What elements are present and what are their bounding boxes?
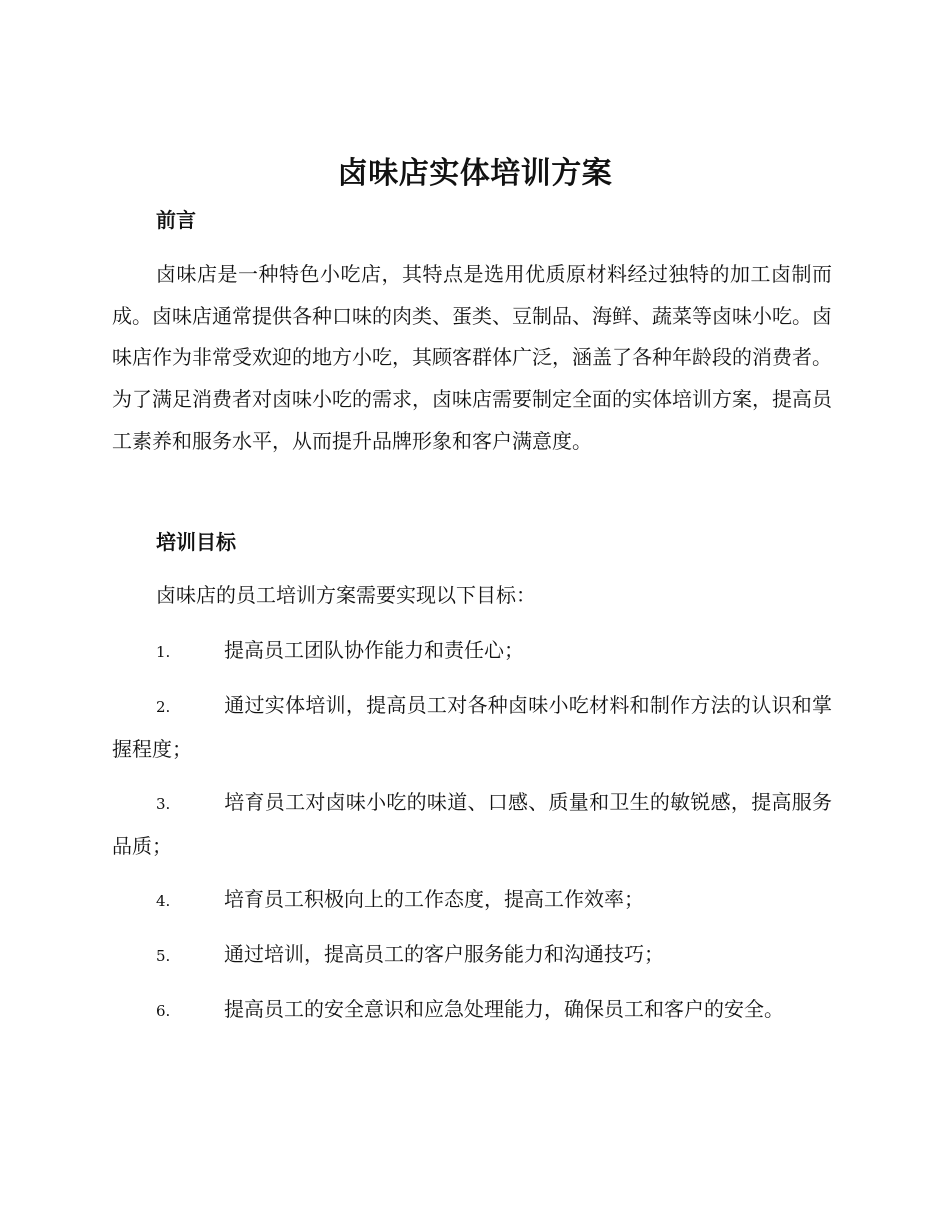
list-item-text: 培育员工对卤味小吃的味道、口感、质量和卫生的敏锐感，提高服务品质； <box>112 790 832 858</box>
section-heading-preface: 前言 <box>156 208 196 232</box>
list-item-number: 2. <box>156 698 171 716</box>
list-item-text: 提高员工团队协作能力和责任心； <box>224 638 524 662</box>
goal-list-item <box>112 630 832 674</box>
list-item-text: 培育员工积极向上的工作态度，提高工作效率； <box>224 887 644 911</box>
list-item-number: 1. <box>156 643 171 661</box>
document-title: 卤味店实体培训方案 <box>337 156 613 191</box>
list-item-text: 通过培训，提高员工的客户服务能力和沟通技巧； <box>224 942 664 966</box>
list-item-number: 3. <box>156 795 171 813</box>
goal-list-item <box>112 989 832 1033</box>
goal-list-item <box>112 934 832 978</box>
list-item-number: 6. <box>156 1002 171 1020</box>
section-heading-training-goals: 培训目标 <box>156 530 236 554</box>
list-item-text: 通过实体培训，提高员工对各种卤味小吃材料和制作方法的认识和掌握程度； <box>112 693 832 761</box>
goal-list-item <box>112 782 832 867</box>
goals-intro-paragraph: 卤味店的员工培训方案需要实现以下目标： <box>156 583 536 607</box>
goal-list-item <box>112 685 832 770</box>
preface-paragraph: 卤味店是一种特色小吃店，其特点是选用优质原材料经过独特的加工卤制而成。卤味店通常提供各种口味的肉类、蛋类、豆制品、海鲜、蔬菜等卤味小吃。卤味店作为非常受欢迎的地方小吃，其顾客群体广泛，涵盖了各种年龄段的消费者。为了满足消费者对卤味小吃的需求，卤味店需要制定全面的实体培训方案，提高员工素养和服务水平，从而提升品牌形象和客户满意度。 <box>112 262 832 453</box>
list-item-text: 提高员工的安全意识和应急处理能力，确保员工和客户的安全。 <box>224 997 784 1021</box>
list-item-number: 5. <box>156 947 171 965</box>
goal-list-item <box>112 879 832 923</box>
list-item-number: 4. <box>156 892 171 910</box>
